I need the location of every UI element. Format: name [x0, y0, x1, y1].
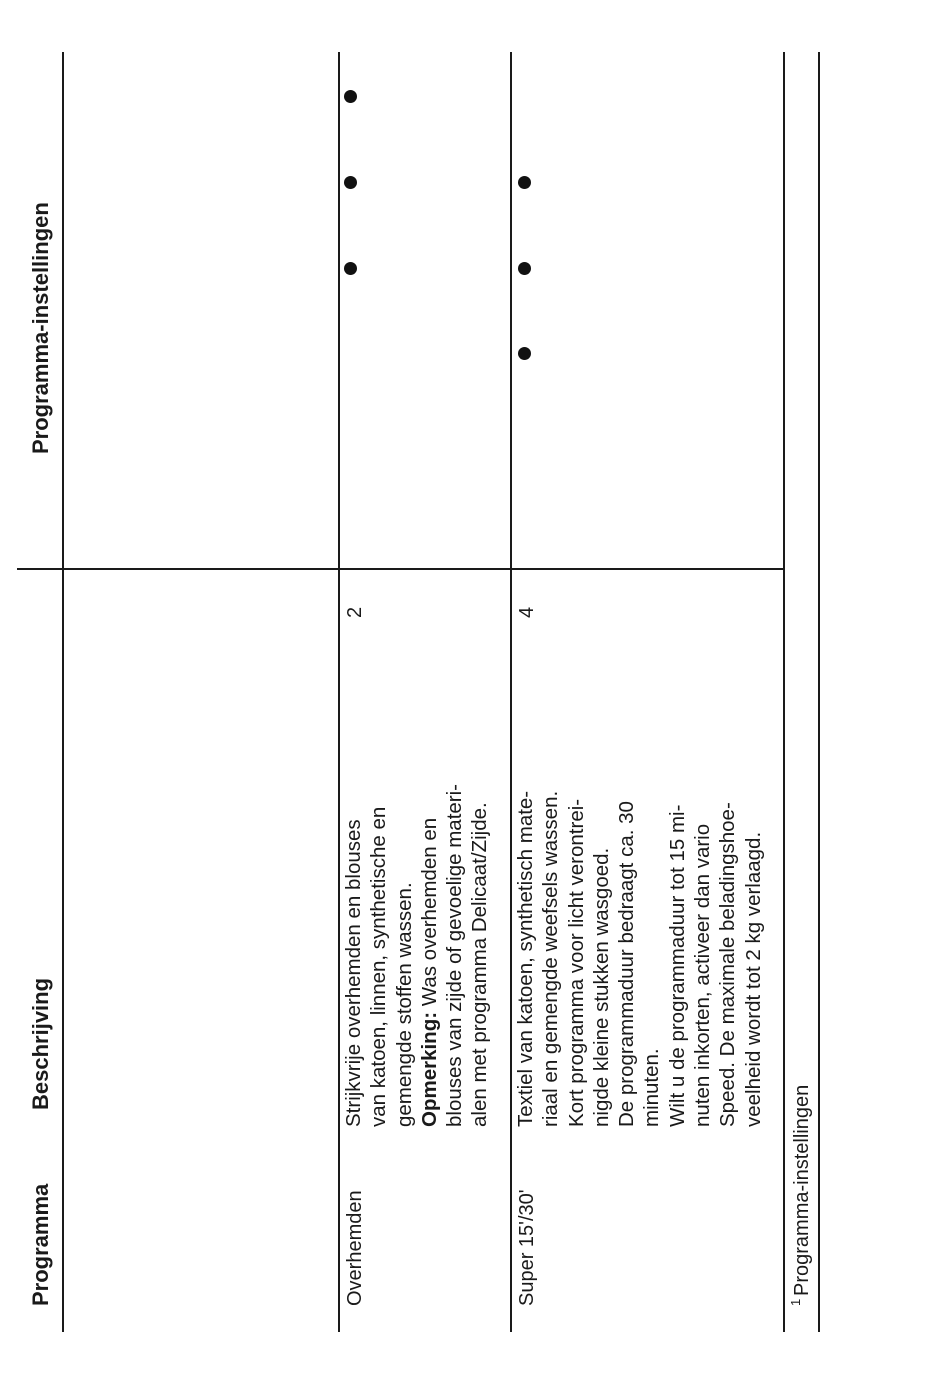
setting-dot — [344, 262, 357, 275]
row-1-programma: Overhemden — [344, 1190, 366, 1306]
row-1-beschrijving — [341, 784, 493, 1127]
header-bottom-rule — [338, 52, 340, 1332]
row-1-line-1: Strijkvrije overhemden en blouses — [342, 819, 365, 1127]
setting-dot — [518, 262, 531, 275]
header-inner-divider — [60, 568, 64, 570]
footnote-marker: 1 — [788, 1298, 803, 1306]
row-1-note-line-3: alen met programma Delicaat/Zijde. — [468, 802, 492, 1127]
row-1-note-line-2: blouses van zijde of gevoelige materi- — [443, 784, 467, 1127]
row-1-line-2: van katoen, linnen, synthetische en — [367, 806, 391, 1127]
table-bottom-rule — [783, 52, 785, 1332]
row-1-note-line-1 — [417, 784, 442, 1127]
row-2-line-8: nuten inkorten, activeer dan vario — [691, 823, 715, 1127]
row-2-line-6: minuten. — [640, 1048, 664, 1127]
row-2-line-5: De programmaduur bedraagt ca. 30 — [615, 801, 639, 1127]
row-2-beschrijving — [513, 791, 766, 1127]
setting-dot — [344, 176, 357, 189]
row-1-line-3: gemengde stoffen wassen. — [392, 882, 416, 1127]
header-programma-instellingen: Programma-instellingen — [28, 202, 53, 454]
header-beschrijving: Beschrijving — [28, 977, 53, 1110]
footnote-text: Programma-instellingen — [791, 1084, 813, 1296]
header-programma: Programma — [28, 1183, 53, 1306]
row-2-value: 4 — [516, 606, 538, 618]
table-top-rule — [62, 52, 64, 1332]
row-2-line-4: nigde kleine stukken wasgoed. — [589, 847, 613, 1127]
row-2-line-9: Speed. De maximale beladingshoe- — [716, 802, 740, 1127]
row-2-line-2: riaal en gemengde weefsels wassen. — [539, 790, 563, 1127]
setting-dot — [518, 176, 531, 189]
row-divider-rule — [510, 52, 512, 1332]
row-1-value: 2 — [344, 606, 366, 618]
page-bottom-rule — [818, 52, 820, 1332]
opmerking-text: Was overhemden en — [417, 817, 441, 1012]
setting-dot — [518, 347, 531, 360]
column-divider — [17, 568, 783, 570]
row-2-line-3: Kort programma voor licht verontrei- — [564, 798, 588, 1127]
row-2-programma: Super 15'/30' — [516, 1189, 538, 1306]
opmerking-label: Opmerking: — [417, 1011, 441, 1127]
row-2-line-1: Textiel van katoen, synthetisch mate- — [514, 790, 537, 1127]
setting-dot — [344, 90, 357, 103]
row-2-line-10: veelheid wordt tot 2 kg verlaagd. — [741, 831, 765, 1127]
row-2-line-7: Wilt u de programmaduur tot 15 mi- — [665, 804, 689, 1127]
